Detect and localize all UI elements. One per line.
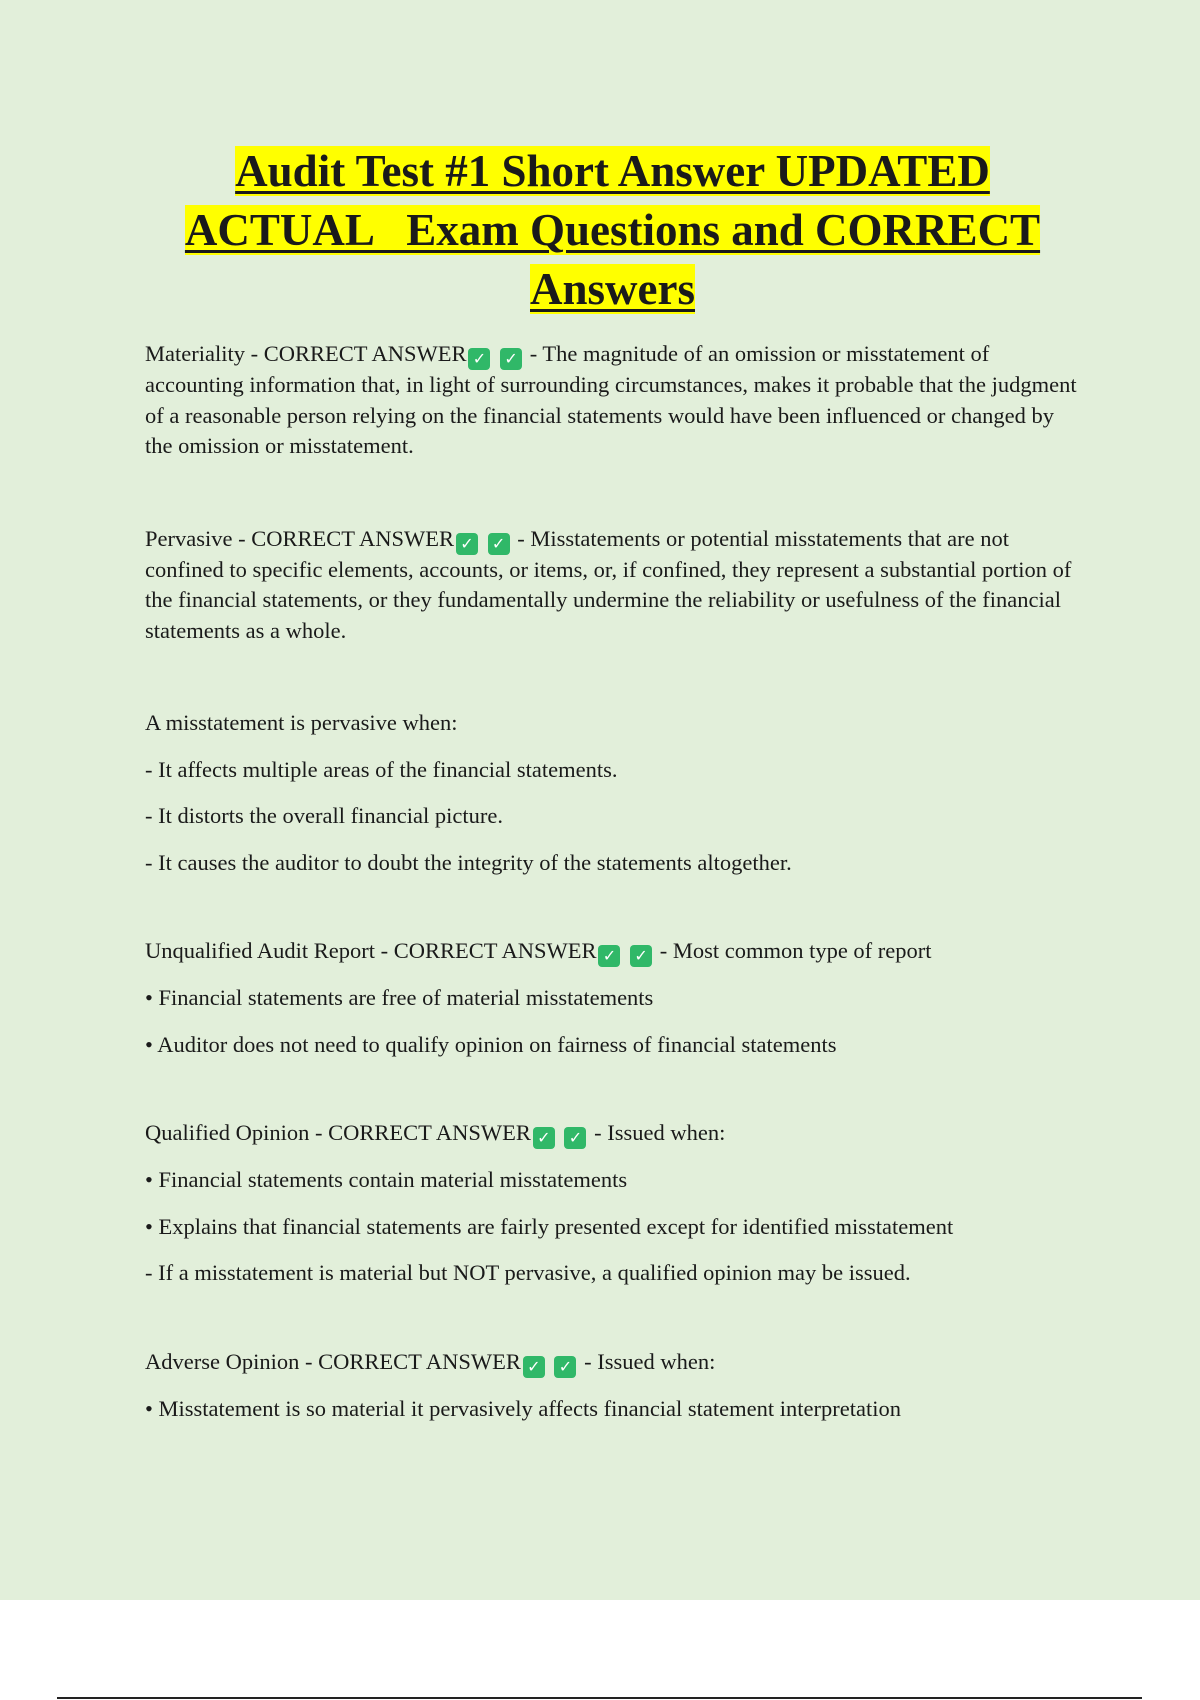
adverse-entry	[145, 1347, 1080, 1378]
check-mark-icon: ✓	[488, 533, 510, 555]
list-item: - It causes the auditor to doubt the integrity of the statements altogether.	[145, 849, 792, 875]
list-item: • Financial statements are free of material misstatements	[145, 985, 654, 1010]
list-item: - It distorts the overall financial picture.	[145, 803, 504, 828]
qualified-entry	[145, 1118, 1080, 1149]
adverse-term: Adverse Opinion - CORRECT ANSWER	[145, 1348, 521, 1374]
pervasive-entry	[145, 524, 1080, 647]
list-item: - It affects multiple areas of the financial statements.	[145, 756, 618, 782]
list-item: • Financial statements contain material misstatements	[145, 1167, 628, 1192]
check-mark-icon: ✓	[630, 945, 652, 967]
pervasive-definition: - Misstatements or potential misstatements that are not confined to specific elements, accounts, or items, or, if confined, they represent a substantial portion of the financial statements, or they fundamentally undermine the reliability or usefulness of the financial statements as a whole.	[145, 525, 1072, 643]
list-item: • Explains that financial statements are fairly presented except for identified misstatement	[145, 1213, 954, 1239]
qualified-definition: - Issued when:	[594, 1120, 726, 1145]
title-line-2: ACTUAL Exam Questions and CORRECT	[184, 205, 1041, 255]
title-line-3: Answers	[530, 264, 695, 314]
unqualified-term: Unqualified Audit Report - CORRECT ANSWER	[145, 938, 597, 963]
check-mark-icon: ✓	[554, 1356, 576, 1378]
footer-rule	[57, 1697, 1142, 1699]
document-content	[145, 142, 1080, 1424]
list-item: - If a misstatement is material but NOT pervasive, a qualified opinion may be issued.	[145, 1260, 911, 1285]
check-mark-icon: ✓	[564, 1127, 586, 1149]
adverse-definition: - Issued when:	[584, 1348, 716, 1374]
unqualified-entry	[145, 936, 1080, 967]
qualified-term: Qualified Opinion - CORRECT ANSWER	[145, 1120, 531, 1145]
check-mark-icon: ✓	[500, 348, 522, 370]
check-mark-icon: ✓	[456, 533, 478, 555]
materiality-entry	[145, 339, 1080, 462]
pervasive-list-intro: A misstatement is pervasive when:	[145, 710, 458, 735]
materiality-definition: - The magnitude of an omission or misstatement of accounting information that, in light of surrounding circumstances, makes it probable that the judgment of a reasonable person relying on the financial statements would have been influenced or changed by the omission or misstatement.	[145, 341, 1077, 458]
document-title	[145, 142, 1080, 319]
check-mark-icon: ✓	[523, 1356, 545, 1378]
list-item: • Auditor does not need to qualify opinion on fairness of financial statements	[145, 1031, 837, 1057]
materiality-term: Materiality - CORRECT ANSWER	[145, 341, 467, 366]
check-mark-icon: ✓	[468, 348, 490, 370]
pervasive-term: Pervasive - CORRECT ANSWER	[145, 525, 454, 551]
check-mark-icon: ✓	[598, 945, 620, 967]
list-item: • Misstatement is so material it pervasively affects financial statement interpretation	[145, 1395, 901, 1421]
check-mark-icon: ✓	[533, 1127, 555, 1149]
title-line-1: Audit Test #1 Short Answer UPDATED	[235, 146, 990, 196]
unqualified-definition: - Most common type of report	[659, 938, 932, 963]
